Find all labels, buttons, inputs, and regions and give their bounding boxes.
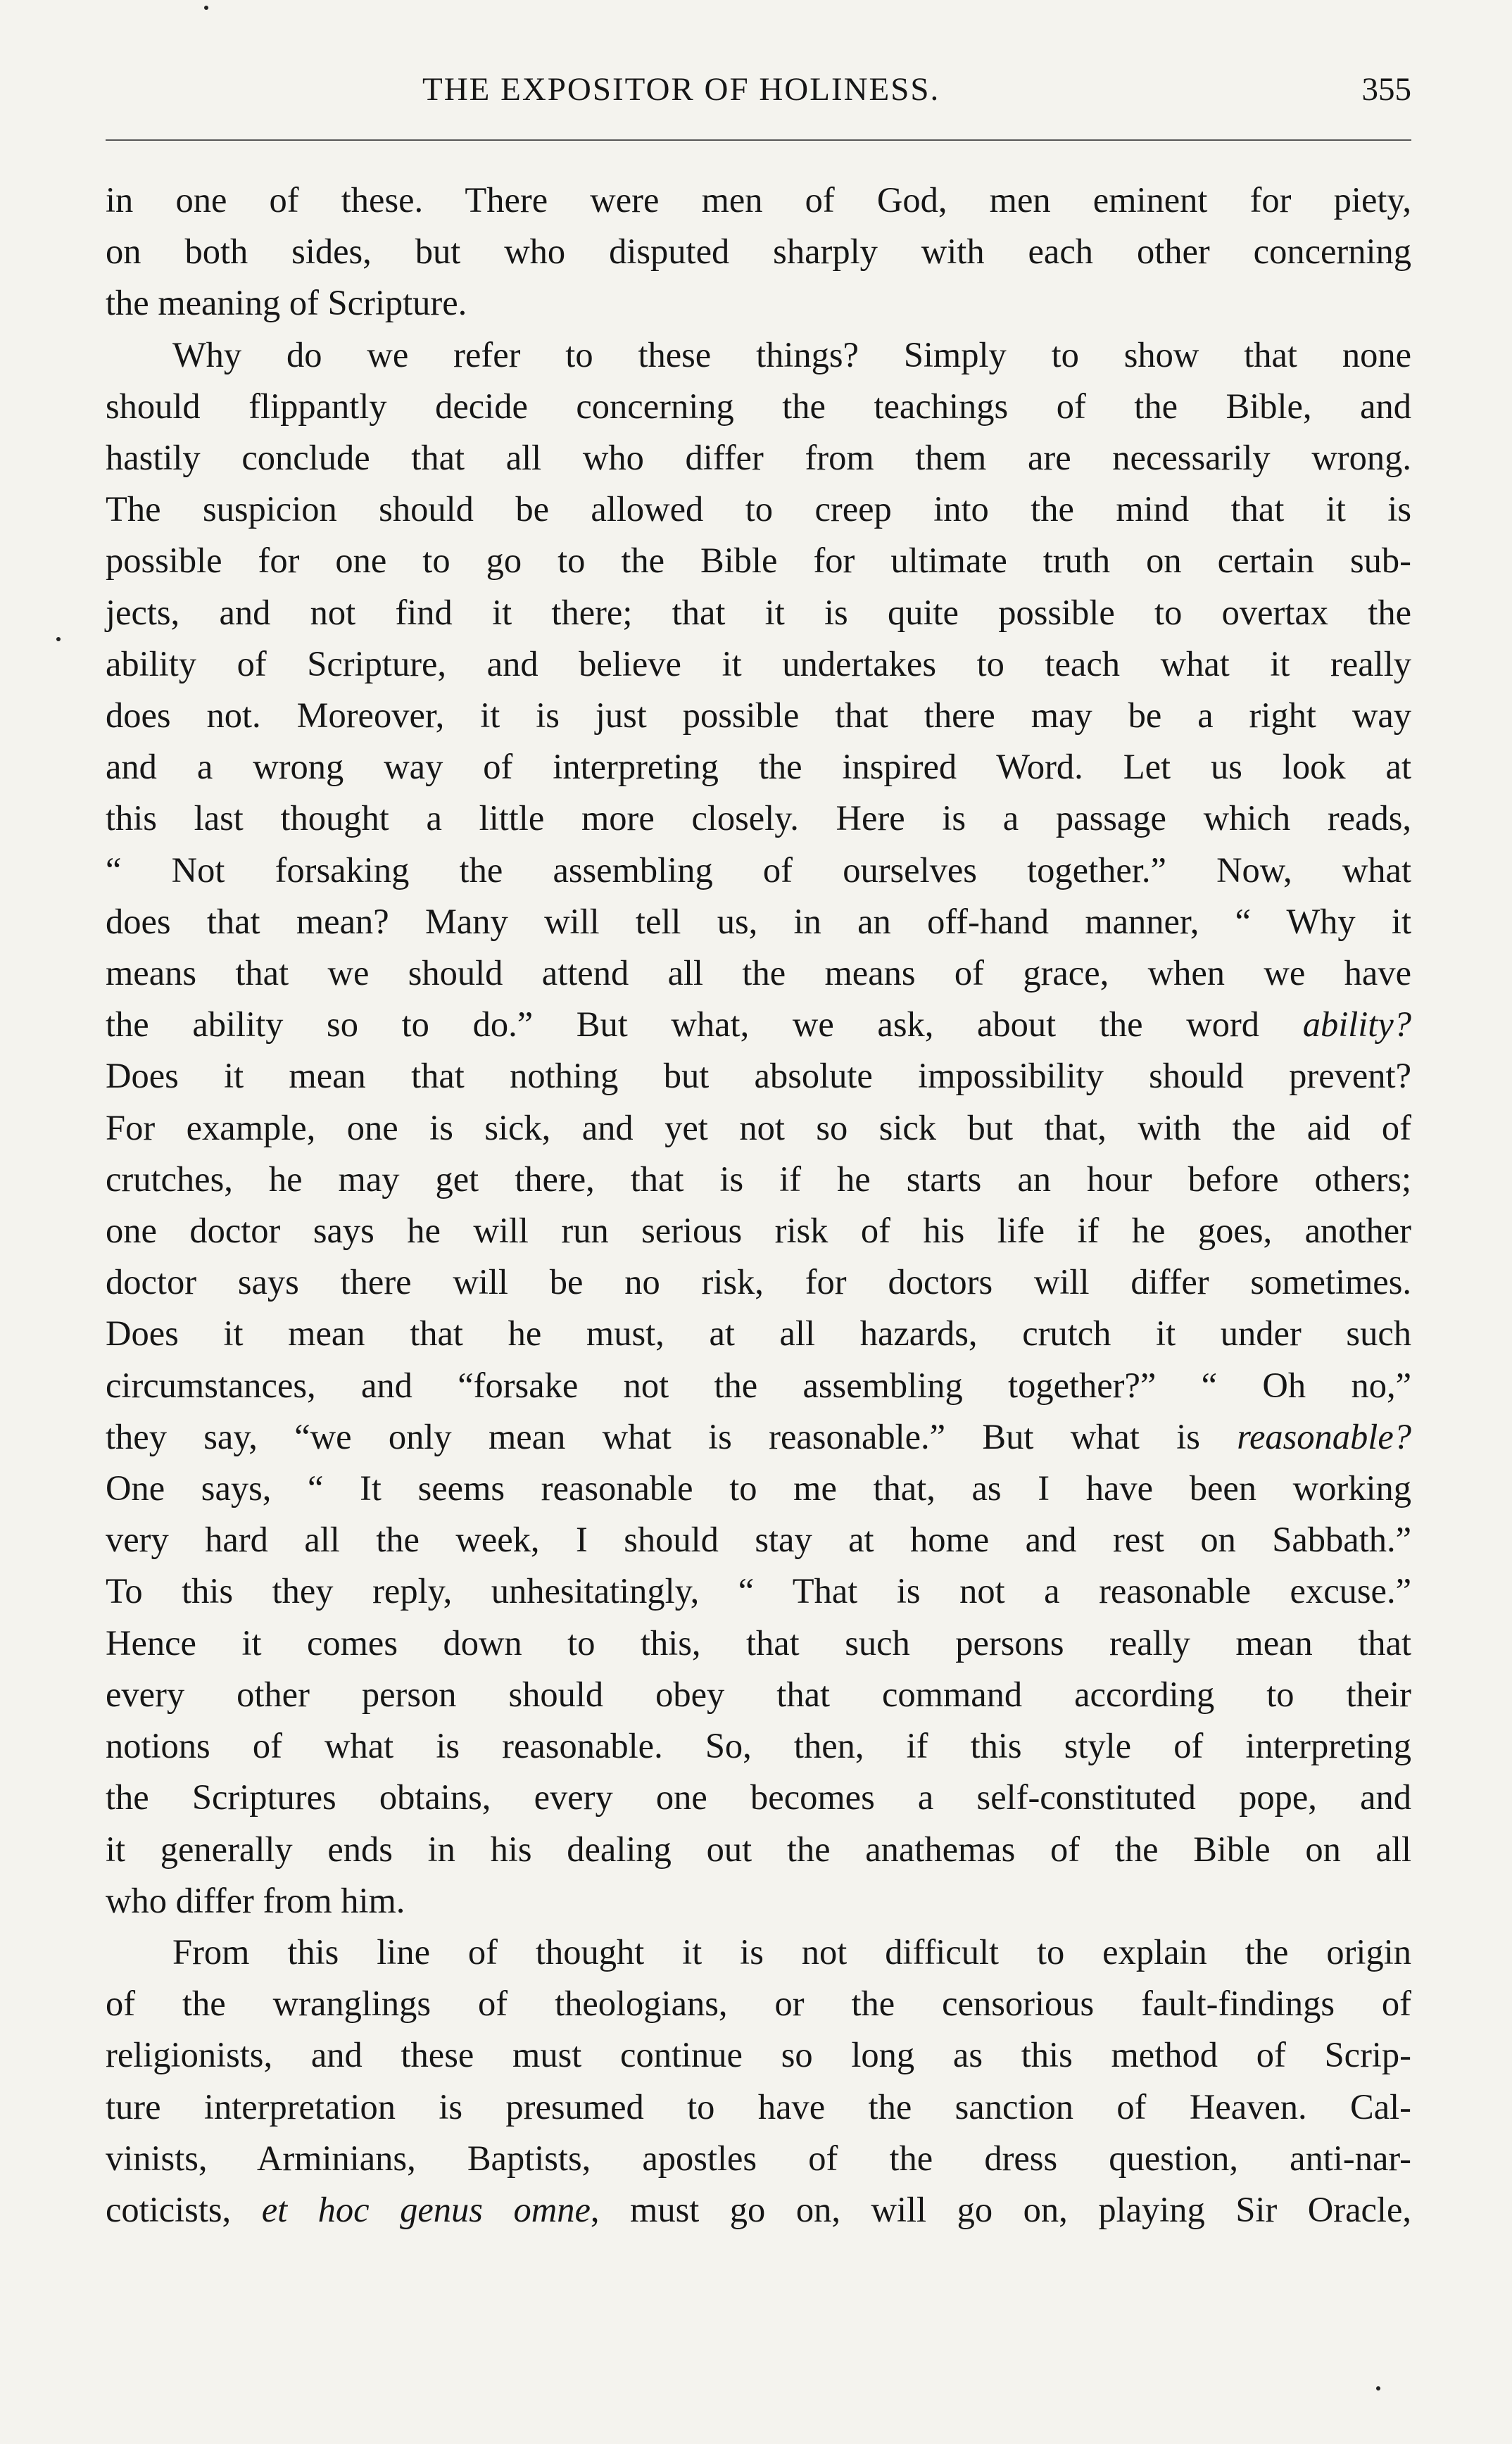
text-line: ability of Scripture, and believe it undertakes to teach what it really	[106, 643, 1411, 684]
text-line: one doctor says he will run serious risk of his life if he goes, another	[106, 1211, 1411, 1251]
paragraph-2	[106, 329, 1411, 1927]
page-number: 355	[1361, 71, 1411, 108]
text-line: For example, one is sick, and yet not so sick but that, with the aid of	[106, 1107, 1411, 1147]
text-line: possible for one to go to the Bible for ultimate truth on certain sub-	[106, 541, 1411, 581]
paragraph-3	[106, 1927, 1411, 2236]
text-line: the ability so to do.” But what, we ask, about the word ability?	[106, 1004, 1411, 1045]
body-text	[106, 175, 1411, 2236]
text-line: on both sides, but who disputed sharply with each other concerning	[106, 232, 1411, 272]
text-line: hastily conclude that all who differ from them are necessarily wrong.	[106, 438, 1411, 478]
text-line: does that mean? Many will tell us, in an off-hand manner, “ Why it	[106, 901, 1411, 941]
text-line: they say, “we only mean what is reasonable.” But what is reasonable?	[106, 1416, 1411, 1456]
book-page	[106, 0, 1411, 2444]
print-speck	[1376, 2386, 1380, 2391]
text-line: The suspicion should be allowed to creep into the mind that it is	[106, 489, 1411, 529]
text-line: should flippantly decide concerning the teachings of the Bible, and	[106, 386, 1411, 426]
text-line: To this they reply, unhesitatingly, “ That is not a reasonable excuse.”	[106, 1571, 1411, 1611]
text-line: notions of what is reasonable. So, then, if this style of interpreting	[106, 1726, 1411, 1766]
print-speck	[204, 6, 208, 10]
text-line: this last thought a little more closely. Here is a passage which reads,	[106, 798, 1411, 838]
text-line: One says, “ It seems reasonable to me that, as I have been working	[106, 1468, 1411, 1508]
text-line: Hence it comes down to this, that such persons really mean that	[106, 1623, 1411, 1663]
text-line: Does it mean that nothing but absolute impossibility should prevent?	[106, 1056, 1411, 1096]
text-line: circumstances, and “forsake not the assembling together?” “ Oh no,”	[106, 1365, 1411, 1405]
text-line: From this line of thought it is not difficult to explain the origin	[172, 1932, 1411, 1972]
text-line: ture interpretation is presumed to have the sanction of Heaven. Cal-	[106, 2086, 1411, 2127]
text-line: Why do we refer to these things? Simply to show that none	[172, 334, 1411, 374]
header-rule	[106, 139, 1411, 141]
text-line: does not. Moreover, it is just possible that there may be a right way	[106, 695, 1411, 736]
text-line: means that we should attend all the means of grace, when we have	[106, 953, 1411, 993]
text-line: jects, and not find it there; that it is quite possible to overtax the	[106, 592, 1411, 632]
running-title: THE EXPOSITOR OF HOLINESS.	[422, 71, 940, 108]
text-line: religionists, and these must continue so long as this method of Scrip-	[106, 2035, 1411, 2075]
text-line: very hard all the week, I should stay at home and rest on Sabbath.”	[106, 1520, 1411, 1560]
text-line: coticists, et hoc genus omne, must go on, will go on, playing Sir Oracle,	[106, 2189, 1411, 2229]
text-line: the Scriptures obtains, every one becomes a self-constituted pope, and	[106, 1777, 1411, 1818]
text-line: it generally ends in his dealing out the anathemas of the Bible on all	[106, 1829, 1411, 1869]
text-line: every other person should obey that command according to their	[106, 1674, 1411, 1714]
text-line: in one of these. There were men of God, men eminent for piety,	[106, 180, 1411, 220]
text-line: who differ from him.	[106, 1880, 405, 1920]
page-header	[106, 70, 1411, 127]
text-line: doctor says there will be no risk, for doctors will differ sometimes.	[106, 1262, 1411, 1302]
print-speck	[56, 637, 61, 641]
text-line: and a wrong way of interpreting the inspired Word. Let us look at	[106, 747, 1411, 787]
text-line: crutches, he may get there, that is if he starts an hour before others;	[106, 1159, 1411, 1199]
text-line: of the wranglings of theologians, or the censorious fault-findings of	[106, 1984, 1411, 2024]
text-line: the meaning of Scripture.	[106, 283, 467, 323]
text-line: Does it mean that he must, at all hazards, crutch it under such	[106, 1314, 1411, 1354]
text-line: vinists, Arminians, Baptists, apostles of the dress question, anti-nar-	[106, 2138, 1411, 2178]
paragraph-1	[106, 175, 1411, 329]
text-line: “ Not forsaking the assembling of ourselves together.” Now, what	[106, 850, 1411, 890]
